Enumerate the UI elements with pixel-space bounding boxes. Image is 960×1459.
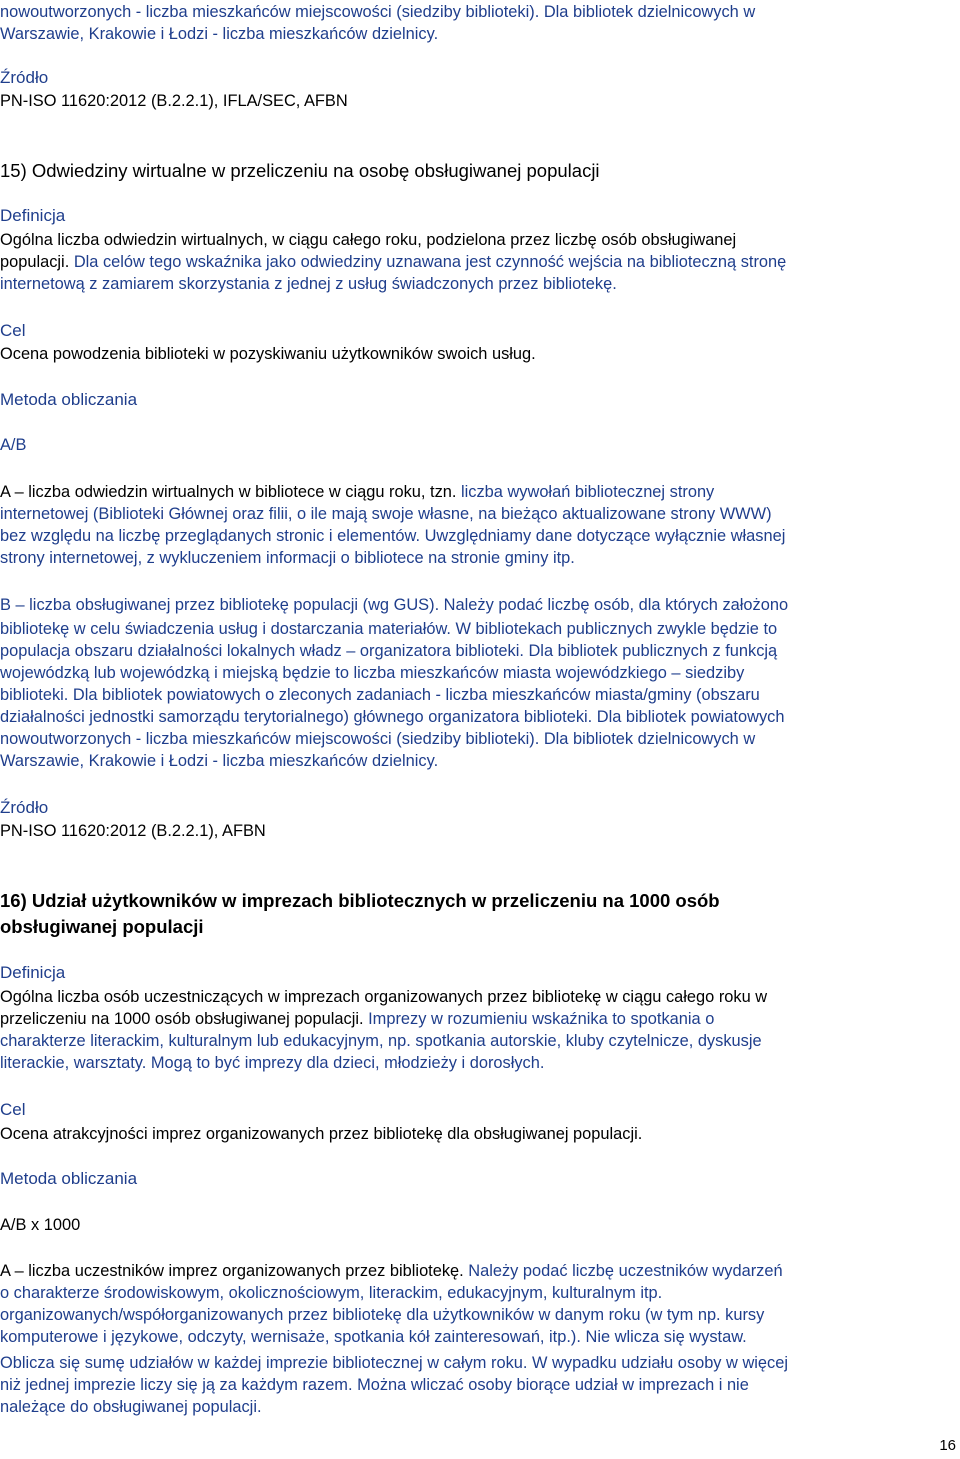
paragraph-line bbox=[0, 750, 958, 772]
text-run: literackie, warsztaty. bbox=[0, 1054, 147, 1072]
formula: A/B x 1000 bbox=[0, 1216, 81, 1234]
text-run: komputerowe i językowe, odczyty, wernisaże, spotkania kół zainteresowań, itp.). bbox=[0, 1328, 581, 1346]
paragraph-line bbox=[0, 1, 958, 23]
paragraph-line bbox=[0, 1030, 958, 1052]
text-run: należące do obsługiwanej populacji. bbox=[0, 1398, 262, 1416]
paragraph-line bbox=[0, 23, 958, 45]
goal-label: Cel bbox=[0, 1100, 26, 1119]
paragraph-line bbox=[0, 1282, 958, 1304]
text-run: charakterze literackim, kulturalnym lub edukacyjnym, np. bbox=[0, 1032, 411, 1050]
text-run: biblioteki. bbox=[0, 686, 69, 704]
text-run: Mogą to być imprezy dla dzieci, młodzieży i dorosłych. bbox=[146, 1054, 545, 1072]
paragraph-line bbox=[0, 1396, 958, 1418]
text-run: Należy podać liczbę uczestników wydarzeń bbox=[463, 1262, 783, 1280]
section-heading: obsługiwanej populacji bbox=[0, 916, 204, 937]
source-text: PN-ISO 11620:2012 (B.2.2.1), AFBN bbox=[0, 822, 266, 840]
paragraph-line bbox=[0, 503, 958, 525]
text-run: Imprezy w rozumieniu wskaźnika to spotkania o bbox=[363, 1010, 715, 1028]
text-run: Oblicza się sumę udziałów w każdej imprezie bibliotecznej w całym roku. bbox=[0, 1354, 528, 1372]
paragraph-line: Ogólna liczba osób uczestniczących w imprezach organizowanych przez bibliotekę w ciągu całego roku w bbox=[0, 988, 768, 1006]
text-run: nowoutworzonych - liczba mieszkańców miejscowości (siedziby biblioteki). Dla bibliotek dzielnicowych w bbox=[0, 730, 756, 748]
paragraph-line bbox=[0, 525, 958, 547]
text-run: Można wliczać osoby biorące udział w imprezach i nie bbox=[352, 1376, 749, 1394]
paragraph-line bbox=[0, 1374, 958, 1396]
method-label: Metoda obliczania bbox=[0, 390, 138, 409]
text-run: wojewódzką lub wojewódzką i miejską będzie to liczba mieszkańców miasta wojewódzkiego – siedziby bbox=[0, 664, 745, 682]
source-label: Źródło bbox=[0, 68, 49, 87]
text-run: organizowanych/współorganizowanych przez bibliotekę dla użytkowników w danym roku (w tym np. kursy bbox=[0, 1306, 765, 1324]
text-run: Dla celów tego wskaźnika jako odwiedziny uznawana jest czynność wejścia na biblioteczną stronę bbox=[69, 253, 787, 271]
text-run: Warszawie, Krakowie i Łodzi - liczba mieszkańców dzielnicy. bbox=[0, 752, 439, 770]
formula: A/B bbox=[0, 436, 27, 454]
paragraph-line bbox=[0, 1260, 958, 1282]
text-run: Warszawie, Krakowie i Łodzi - liczba mieszkańców dzielnicy. bbox=[0, 25, 439, 43]
paragraph-line bbox=[0, 1008, 958, 1030]
text-run: bibliotekę w celu świadczenia usług i dostarczania materiałów. bbox=[0, 620, 451, 638]
definition-label: Definicja bbox=[0, 963, 66, 982]
paragraph-line bbox=[0, 706, 958, 728]
text-run: działalności jednostki samorządu terytorialnego) głównego organizatora biblioteki. bbox=[0, 708, 593, 726]
text-run: populacja obszaru działalności lokalnych władz – organizatora biblioteki. bbox=[0, 642, 524, 660]
text-run: bez względu na liczbę przeglądanych stronic i elementów. bbox=[0, 527, 421, 545]
paragraph-line bbox=[0, 662, 958, 684]
paragraph-line bbox=[0, 594, 958, 616]
text-run: Uwzględniamy dane dotyczące wyłącznie własnej bbox=[420, 527, 786, 545]
text-run: liczba wywołań bibliotecznej strony bbox=[456, 483, 715, 501]
text-run: Dla bibliotek publicznych z funkcją bbox=[523, 642, 778, 660]
text-run: Dla bibliotek powiatowych o zleconych zadaniach - liczba mieszkańców miasta/gminy (obszaru bbox=[68, 686, 760, 704]
goal-text: Ocena atrakcyjności imprez organizowanych przez bibliotekę dla obsługiwanej populacji. bbox=[0, 1125, 643, 1143]
text-run: niż jednej imprezie liczy się ją za każdym razem. bbox=[0, 1376, 353, 1394]
text-run: Dla bibliotek powiatowych bbox=[592, 708, 785, 726]
method-label: Metoda obliczania bbox=[0, 1169, 138, 1188]
paragraph-line bbox=[0, 618, 958, 640]
text-run: spotkania autorskie, kluby czytelnicze, dyskusje bbox=[410, 1032, 762, 1050]
text-run: A – liczba uczestników imprez organizowanych przez bibliotekę. bbox=[0, 1262, 464, 1280]
paragraph-line bbox=[0, 1304, 958, 1326]
paragraph-line bbox=[0, 1352, 958, 1374]
paragraph-line bbox=[0, 1326, 958, 1348]
page-number: 16 bbox=[939, 1437, 956, 1454]
goal-text: Ocena powodzenia biblioteki w pozyskiwaniu użytkowników swoich usług. bbox=[0, 345, 536, 363]
goal-label: Cel bbox=[0, 321, 26, 340]
paragraph-line bbox=[0, 273, 958, 295]
paragraph-line bbox=[0, 481, 958, 503]
text-run: nowoutworzonych - liczba mieszkańców miejscowości (siedziby biblioteki). Dla bibliotek dzielnicowych w bbox=[0, 3, 756, 21]
text-run: W wypadku udziału osoby w więcej bbox=[527, 1354, 788, 1372]
source-text: PN-ISO 11620:2012 (B.2.2.1), IFLA/SEC, AFBN bbox=[0, 92, 348, 110]
text-run: W bibliotekach publicznych zwykle będzie to bbox=[450, 620, 778, 638]
text-run: internetową z zamiarem skorzystania z jednej z usług świadczonych przez bibliotekę. bbox=[0, 275, 617, 293]
text-run: strony internetowej, z wykluczeniem informacji o bibliotece na stronie gminy itp. bbox=[0, 549, 575, 567]
paragraph-line bbox=[0, 1052, 958, 1074]
paragraph-line bbox=[0, 728, 958, 750]
text-run: Należy podać liczbę osób, dla których założono bbox=[439, 596, 789, 614]
text-run: A – liczba odwiedzin wirtualnych w bibliotece w ciągu roku, tzn. bbox=[0, 483, 457, 501]
paragraph-line: Ogólna liczba odwiedzin wirtualnych, w ciągu całego roku, podzielona przez liczbę osób obsługiwanej bbox=[0, 231, 737, 249]
text-run: przeliczeniu na 1000 osób obsługiwanej populacji. bbox=[0, 1010, 364, 1028]
paragraph-line bbox=[0, 547, 958, 569]
paragraph-line bbox=[0, 684, 958, 706]
text-run: internetowej (Biblioteki Głównej oraz filii, o ile mają swoje własne, na bieżąco aktualizowane strony WWW) bbox=[0, 505, 772, 523]
text-run: B – liczba obsługiwanej przez bibliotekę populacji (wg GUS). bbox=[0, 596, 440, 614]
text-run: o charakterze środowiskowym, okolicznościowym, literackim, edukacyjnym, kulturalnym itp. bbox=[0, 1284, 663, 1302]
section-heading: 15) Odwiedziny wirtualne w przeliczeniu na osobę obsługiwanej populacji bbox=[0, 160, 600, 181]
text-run: populacji. bbox=[0, 253, 70, 271]
paragraph-line bbox=[0, 251, 958, 273]
section-heading: 16) Udział użytkowników w imprezach bibliotecznych w przeliczeniu na 1000 osób bbox=[0, 890, 720, 911]
text-run: Nie wlicza się wystaw. bbox=[580, 1328, 747, 1346]
definition-label: Definicja bbox=[0, 206, 66, 225]
source-label: Źródło bbox=[0, 798, 49, 817]
paragraph-line bbox=[0, 640, 958, 662]
